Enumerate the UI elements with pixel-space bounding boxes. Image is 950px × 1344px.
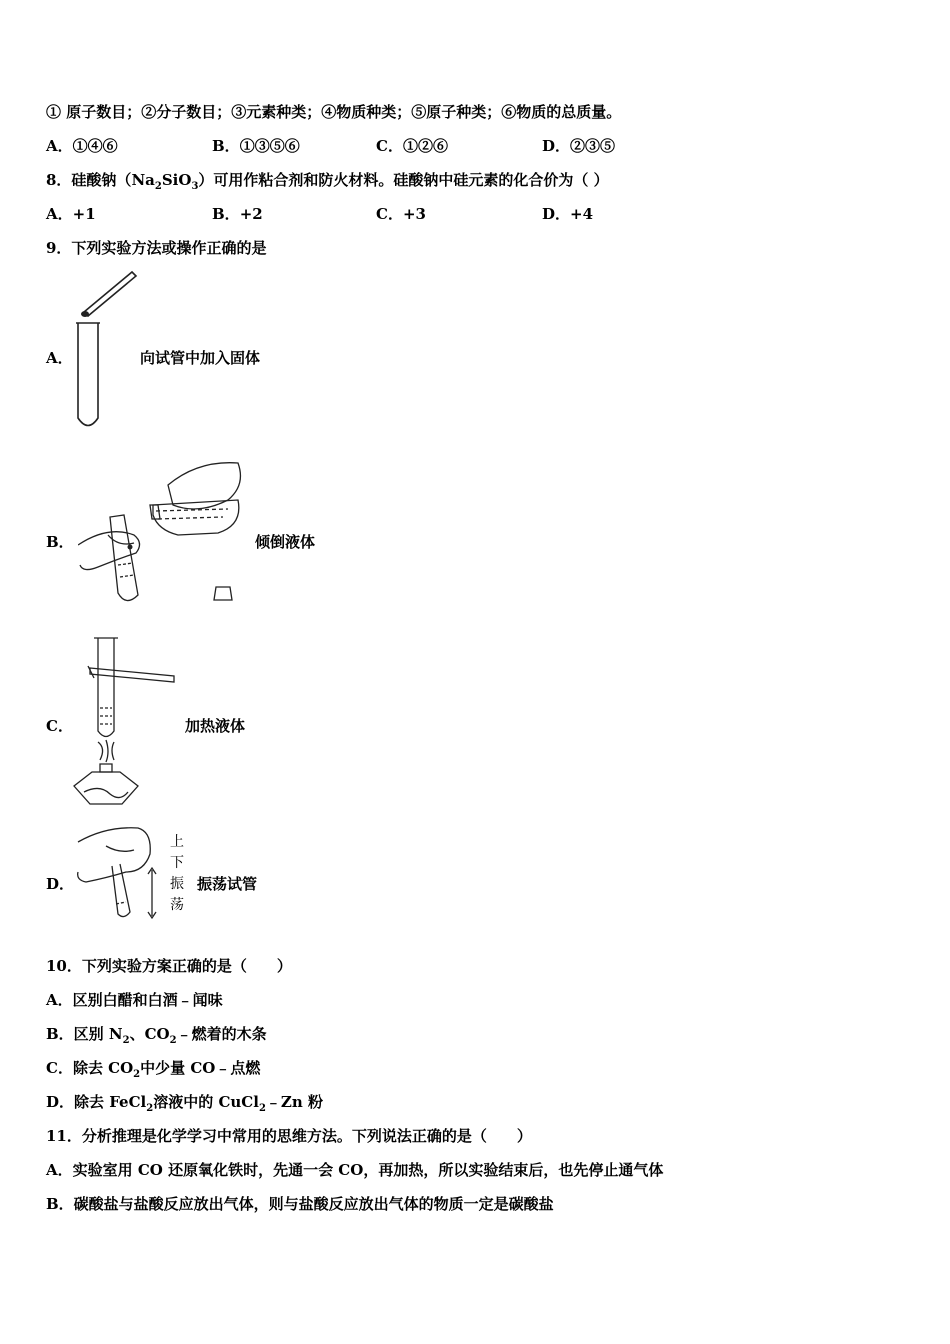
- shake-vertical-text: [169, 832, 185, 916]
- heating-liquid-illustration: [70, 636, 182, 808]
- q7-option-b: B．①③⑤⑥: [212, 137, 300, 155]
- q9-option-d-caption: 振荡试管: [197, 875, 258, 893]
- q7-option-d: D．②③⑤: [542, 137, 616, 155]
- q8-option-a: A．+1: [46, 205, 96, 223]
- q9-option-a-label: A．: [46, 349, 73, 367]
- q11-stem: 11．分析推理是化学学习中常用的思维方法。下列说法正确的是（ ）: [46, 1127, 532, 1145]
- q9-option-b-label: B．: [46, 533, 74, 551]
- pouring-liquid-illustration: [78, 455, 248, 607]
- q8-option-d: D．+4: [542, 205, 594, 223]
- shake-char: 荡: [170, 897, 184, 913]
- q10-option-b: B．区别 $N_2$、$CO_2﹣$燃着的木条: [46, 1025, 267, 1046]
- q7-option-a: A．①④⑥: [46, 137, 118, 155]
- q11-option-b: B．碳酸盐与盐酸反应放出气体，则与盐酸反应放出气体的物质一定是碳酸盐: [46, 1195, 554, 1213]
- q9-option-d-label: D．: [46, 875, 75, 893]
- q8-option-b: B．+2: [212, 205, 263, 223]
- q7-option-c: C．①②⑥: [376, 137, 448, 155]
- q9-option-c-caption: 加热液体: [185, 717, 246, 735]
- q9-stem: 9．下列实验方法或操作正确的是: [46, 239, 267, 257]
- q10-option-d: D．除去 FeCl$_2$溶液中的 CuCl$_2$﹣Zn 粉: [46, 1093, 323, 1114]
- shaking-tube-illustration: [76, 824, 166, 922]
- q9-option-a-caption: 向试管中加入固体: [140, 349, 261, 367]
- q10-option-a: A．区别白醋和白酒﹣闻味: [46, 991, 223, 1009]
- q7-stem: ① 原子数目；②分子数目；③元素种类；④物质种类；⑤原子种类；⑥物质的总质量。: [46, 103, 622, 121]
- q8-option-c: C．+3: [376, 205, 426, 223]
- test-tube-spatula-illustration: [70, 268, 150, 433]
- q11-option-a: A．实验室用 CO 还原氧化铁时，先通一会 CO，再加热，所以实验结束后，也先停止通气体: [46, 1161, 664, 1179]
- shake-char: 上: [170, 834, 184, 850]
- q10-option-c: C．除去 $CO_2$中少量 CO﹣点燃: [46, 1059, 261, 1080]
- q8-stem: 8．硅酸钠$(Na_2SiO_3)$可用作粘合剂和防火材料。硅酸钠中硅元素的化合价为（ ）: [46, 171, 609, 192]
- q10-stem: 10．下列实验方案正确的是（ ）: [46, 957, 292, 975]
- shake-char: 振: [170, 876, 184, 892]
- shake-char: 下: [170, 855, 184, 871]
- q9-option-c-label: C．: [46, 717, 73, 735]
- q9-option-b-caption: 倾倒液体: [255, 533, 316, 551]
